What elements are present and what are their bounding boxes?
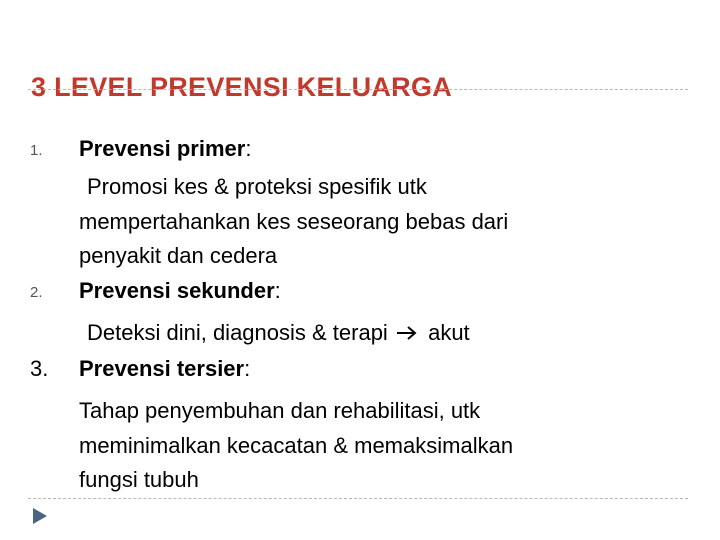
item-1-line-1: Promosi kes & proteksi spesifik utk [87, 174, 427, 199]
item-heading-2-colon: : [274, 278, 281, 303]
item-3-line-1: Tahap penyembuhan dan rehabilitasi, utk [79, 398, 481, 423]
triangle-bullet-icon [33, 508, 47, 524]
item-3-line-2: meminimalkan kecacatan & memaksimalkan [79, 433, 514, 458]
item-1-line-2: mempertahankan kes seseorang bebas dari [79, 209, 509, 234]
bottom-divider [28, 498, 688, 499]
item-heading-3-colon: : [244, 356, 251, 381]
item-heading-1-text: Prevensi primer [79, 136, 246, 161]
item-heading-2-text: Prevensi sekunder [79, 278, 275, 303]
slide-title: 3 LEVEL PREVENSI KELUARGA [31, 72, 453, 102]
item-heading-3 [79, 356, 250, 382]
item-2-line-1-text: Deteksi dini, diagnosis & terapi [87, 320, 388, 345]
item-1-line-3: penyakit dan cedera [79, 243, 278, 268]
item-heading-3-text: Prevensi tersier [79, 356, 245, 381]
arrow-right-icon [396, 325, 418, 341]
item-heading-1 [79, 136, 251, 162]
item-number-1: 1. [30, 142, 43, 159]
item-2-line-1-result: akut [428, 320, 470, 345]
item-number-3: 3. [30, 356, 49, 381]
title-divider [28, 89, 688, 90]
item-number-2: 2. [30, 284, 43, 301]
item-3-line-3: fungsi tubuh [79, 467, 199, 492]
item-heading-2 [79, 278, 281, 304]
item-heading-1-colon: : [245, 136, 252, 161]
item-2-line-1 [87, 320, 470, 346]
